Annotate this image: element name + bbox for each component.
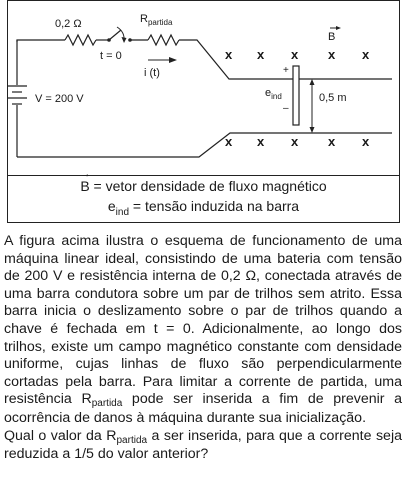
field-cross-mark: x — [257, 134, 265, 149]
field-cross-mark: x — [225, 47, 233, 62]
field-cross-mark: x — [328, 134, 336, 149]
r-partida-label: $R_{partida}$ — [140, 13, 173, 27]
figure-legend — [7, 175, 400, 223]
current-label: i (t) — [144, 67, 160, 79]
field-cross-mark: x — [328, 47, 336, 62]
switch-time-label: t = 0 — [100, 50, 122, 62]
plus-sign: + — [283, 65, 289, 76]
field-cross-mark: x — [291, 47, 299, 62]
question-text — [4, 233, 402, 464]
field-cross-mark: x — [291, 134, 299, 149]
legend-line-b: → B = vetor densidade de fluxo magnético — [7, 175, 400, 195]
field-cross-mark: x — [257, 47, 265, 62]
field-cross-mark: x — [225, 134, 233, 149]
question-ask: Qual o valor da $R_{partida}$ a ser inserida, para que a corrente seja reduzida a 1/5 do valor anterior? — [4, 427, 402, 463]
field-vector-label: B — [328, 31, 336, 43]
internal-resistance-label: 0,2 Ω — [55, 18, 82, 30]
induced-voltage-label: $e_{ind}$ — [265, 87, 282, 101]
legend-line-eind: $e_{ind}$ = tensão induzida na barra — [107, 198, 300, 218]
field-cross-mark: x — [362, 134, 370, 149]
voltage-label: V = 200 V — [35, 93, 84, 105]
distance-label: 0,5 m — [319, 92, 347, 104]
circuit-figure — [7, 0, 400, 223]
question-paragraph: A figura acima ilustra o esquema de funcionamento de uma máquina linear ideal, consistindo de uma bateria com tensão de 200 V e resistência interna de 0,2 Ω, conectada através de uma barra condutora sobre um par de trilhos sem atrito. Essa barra inicia o deslizamento sobre o par de trilhos quando a chave é fechada em t = 0. Adicionalmente, ao longo dos trilhos, existe um campo magnético constante com densidade uniforme, cujas linhas de fluxo são perpendicularmente cortadas pela barra. Para limitar a corrente de partida, uma resistência $R_{partida}$ pode ser inserida a fim de prevenir a ocorrência de danos à máquina durante sua inicialização. — [4, 233, 403, 426]
field-cross-mark: x — [362, 47, 370, 62]
minus-sign: – — [283, 103, 289, 114]
